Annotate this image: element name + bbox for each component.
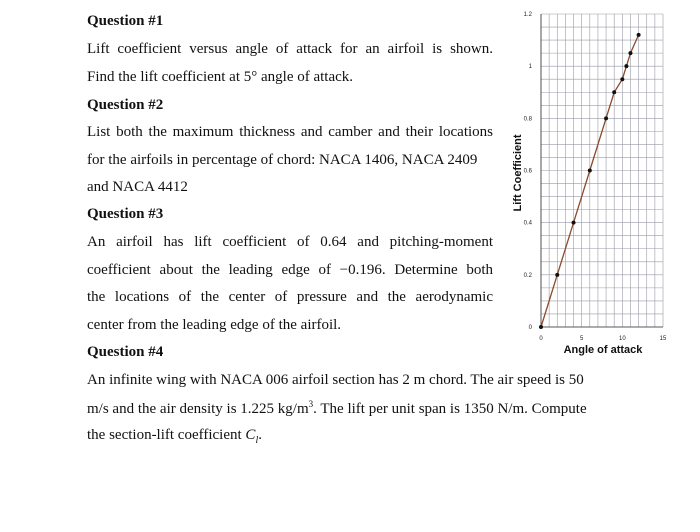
- y-tick-label: 0.8: [523, 116, 532, 123]
- x-tick-label: 15: [659, 336, 667, 342]
- data-point: [612, 90, 616, 94]
- question-3-line-1: An airfoil has lift coefficient of 0.64 and pitching-moment: [87, 234, 493, 250]
- data-point: [604, 116, 608, 120]
- question-3-line-4: center from the leading edge of the airfoil.: [87, 317, 342, 333]
- data-point: [620, 77, 624, 81]
- chart-tick-labels: [524, 12, 667, 342]
- question-4-line-3: the section-lift coefficient $C_l$.: [87, 427, 262, 446]
- data-point: [539, 325, 543, 329]
- question-2-heading: Question #2: [87, 97, 164, 113]
- question-2-line-2: for the airfoils in percentage of chord: NACA 1406, NACA 2409: [87, 152, 478, 168]
- question-4-heading: Question #4: [87, 344, 164, 360]
- y-tick-label: 1.2: [523, 12, 532, 18]
- question-3-line-2: coefficient about the leading edge of −0.196. Determine both: [87, 262, 493, 278]
- x-tick-label: 0: [539, 336, 543, 342]
- question-2-line-3: and NACA 4412: [87, 179, 188, 195]
- y-tick-label: 0.4: [523, 220, 532, 227]
- question-2-line-1: List both the maximum thickness and camber and their locations: [87, 124, 493, 140]
- question-1-line-1: Lift coefficient versus angle of attack for an airfoil is shown.: [87, 41, 493, 57]
- y-tick-label: 0.2: [523, 272, 532, 279]
- data-point: [628, 51, 632, 55]
- chart-grid: [541, 14, 663, 327]
- data-point: [624, 64, 628, 68]
- question-3-line-3: the locations of the center of pressure and the aerodynamic: [87, 289, 493, 305]
- y-tick-label: 0.6: [523, 168, 532, 175]
- question-1-line-2: Find the lift coefficient at 5° angle of attack.: [87, 69, 354, 85]
- y-axis-label: Lift Coefficient: [512, 134, 524, 212]
- data-point: [555, 273, 559, 277]
- x-tick-label: 10: [618, 336, 626, 342]
- data-point: [572, 221, 576, 225]
- question-4-line-2: m/s and the air density is 1.225 $kg/m^3$. The lift per unit span is 1350 N/m. Compute: [87, 399, 587, 417]
- data-point: [637, 33, 641, 37]
- question-1-heading: Question #1: [87, 13, 164, 29]
- y-tick-label: 1: [528, 64, 532, 71]
- data-point: [588, 169, 592, 173]
- x-tick-label: 5: [579, 336, 584, 342]
- question-4-line-1: An infinite wing with NACA 006 airfoil section has 2 m chord. The air speed is 50: [87, 372, 584, 388]
- question-3-heading: Question #3: [87, 206, 164, 222]
- y-tick-label: 0: [528, 325, 532, 331]
- x-axis-label: Angle of attack: [563, 344, 643, 356]
